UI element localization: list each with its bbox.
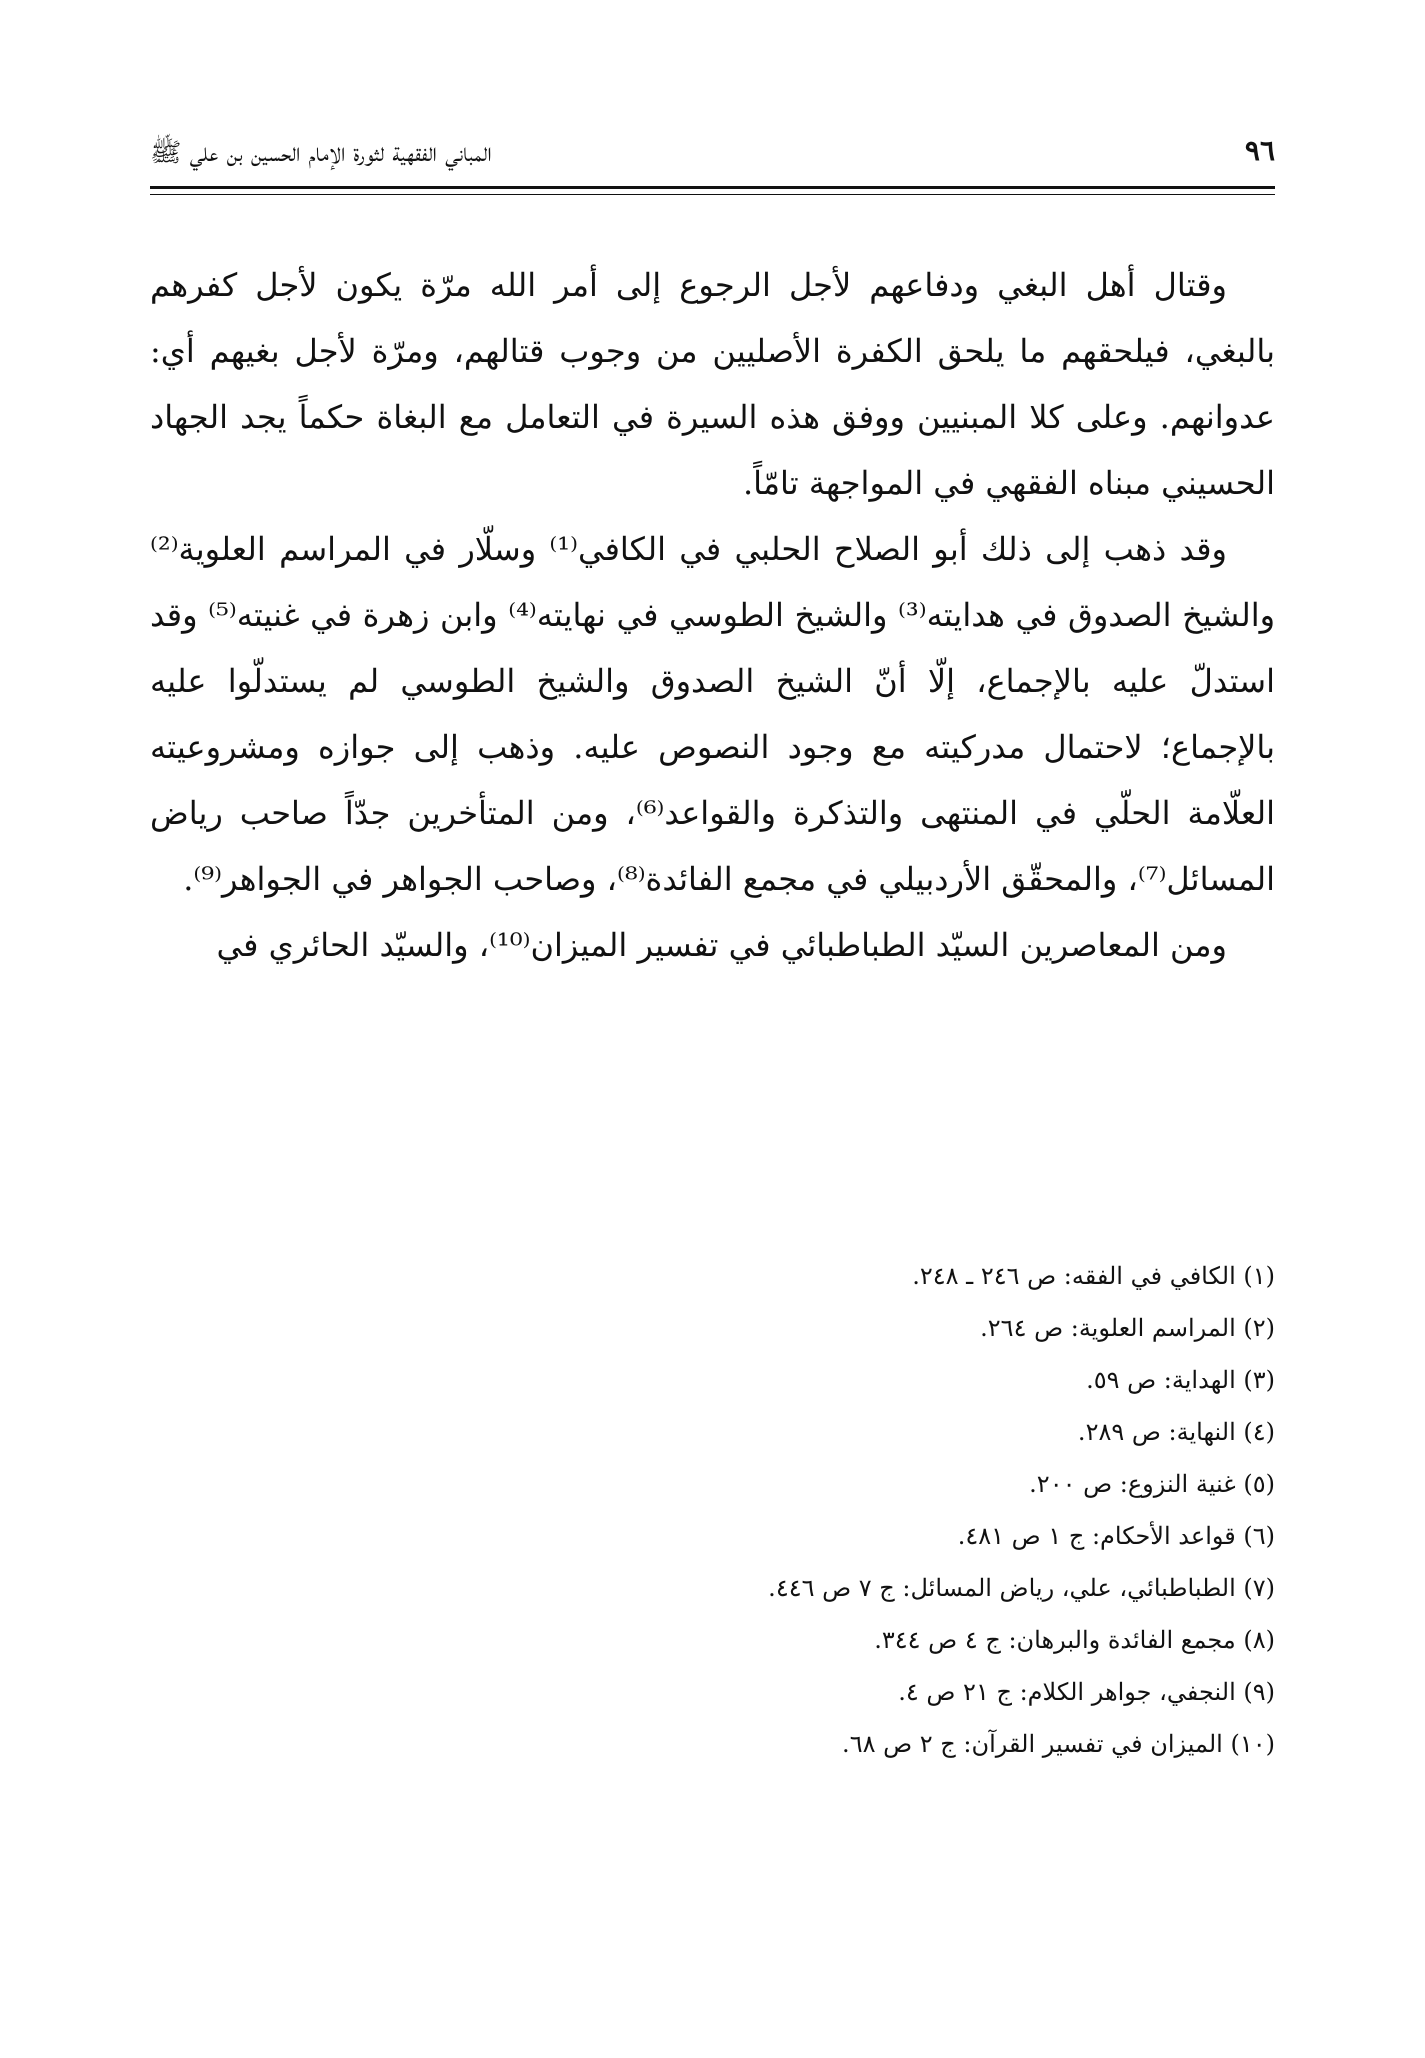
footnote-8: (٨) مجمع الفائدة والبرهان: ج ٤ ص ٣٤٤. — [874, 1626, 1275, 1654]
page-number: ٩٦ — [1244, 134, 1275, 167]
footnote-7: (٧) الطباطبائي، علي، رياض المسائل: ج ٧ ص ٤٤٦. — [768, 1574, 1275, 1602]
body-paragraph: وقتال أهل البغي ودفاعهم لأجل الرجوع إلى أمر الله مرّة يكون لأجل كفرهم بالبغي، فيلحقهم ما يلحق الكفرة الأصليين من وجوب قتالهم، ومرّة لأجل بغيهم أي: عدوانهم. وعلى كلا المبنيين ووفق هذه السيرة في التعامل مع البغاة حكماً يجد الجهاد الحسيني مبناه الفقهي في المواجهة تامّاً. — [150, 266, 1275, 502]
footnotes — [375, 1250, 1275, 1770]
header-rule-thick — [150, 186, 1275, 189]
footnote-4: (٤) النهاية: ص ٢٨٩. — [1077, 1418, 1275, 1446]
body-text — [150, 252, 1275, 978]
running-title: المباني الفقهية لثورة الإمام الحسين بن علي ﷺ — [150, 138, 492, 168]
body-paragraph: وقد ذهب إلى ذلك أبو الصلاح الحلبي في الكافي⁽¹⁾ وسلّار في المراسم العلوية⁽²⁾ والشيخ الصدوق في هدايته⁽³⁾ والشيخ الطوسي في نهايته⁽⁴⁾ وابن زهرة في غنيته⁽⁵⁾ وقد استدلّ عليه بالإجماع، إلّا أنّ الشيخ الصدوق والشيخ الطوسي لم يستدلّوا عليه بالإجماع؛ لاحتمال مدركيته مع وجود النصوص عليه. وذهب إلى جوازه ومشروعيته العلّامة الحلّي في المنتهى والتذكرة والقواعد⁽⁶⁾، ومن المتأخرين جدّاً صاحب رياض المسائل⁽⁷⁾، والمحقّق الأردبيلي في مجمع الفائدة⁽⁸⁾، وصاحب الجواهر في الجواهر⁽⁹⁾. — [150, 530, 1276, 898]
footnote-10: (١٠) الميزان في تفسير القرآن: ج ٢ ص ٦٨. — [842, 1730, 1275, 1758]
footnote-2: (٢) المراسم العلوية: ص ٢٦٤. — [980, 1314, 1275, 1342]
body-paragraph: ومن المعاصرين السيّد الطباطبائي في تفسير الميزان⁽¹⁰⁾، والسيّد الحائري في — [216, 926, 1227, 964]
footnote-1: (١) الكافي في الفقه: ص ٢٤٦ ـ ٢٤٨. — [912, 1262, 1275, 1290]
footnote-3: (٣) الهداية: ص ٥٩. — [1086, 1366, 1275, 1394]
footnote-5: (٥) غنية النزوع: ص ٢٠٠. — [1029, 1470, 1275, 1498]
footnote-6: (٦) قواعد الأحكام: ج ١ ص ٤٨١. — [957, 1522, 1275, 1550]
header-rule-thin — [150, 194, 1275, 195]
page-header — [150, 130, 1275, 174]
footnote-9: (٩) النجفي، جواهر الكلام: ج ٢١ ص ٤. — [898, 1678, 1275, 1706]
